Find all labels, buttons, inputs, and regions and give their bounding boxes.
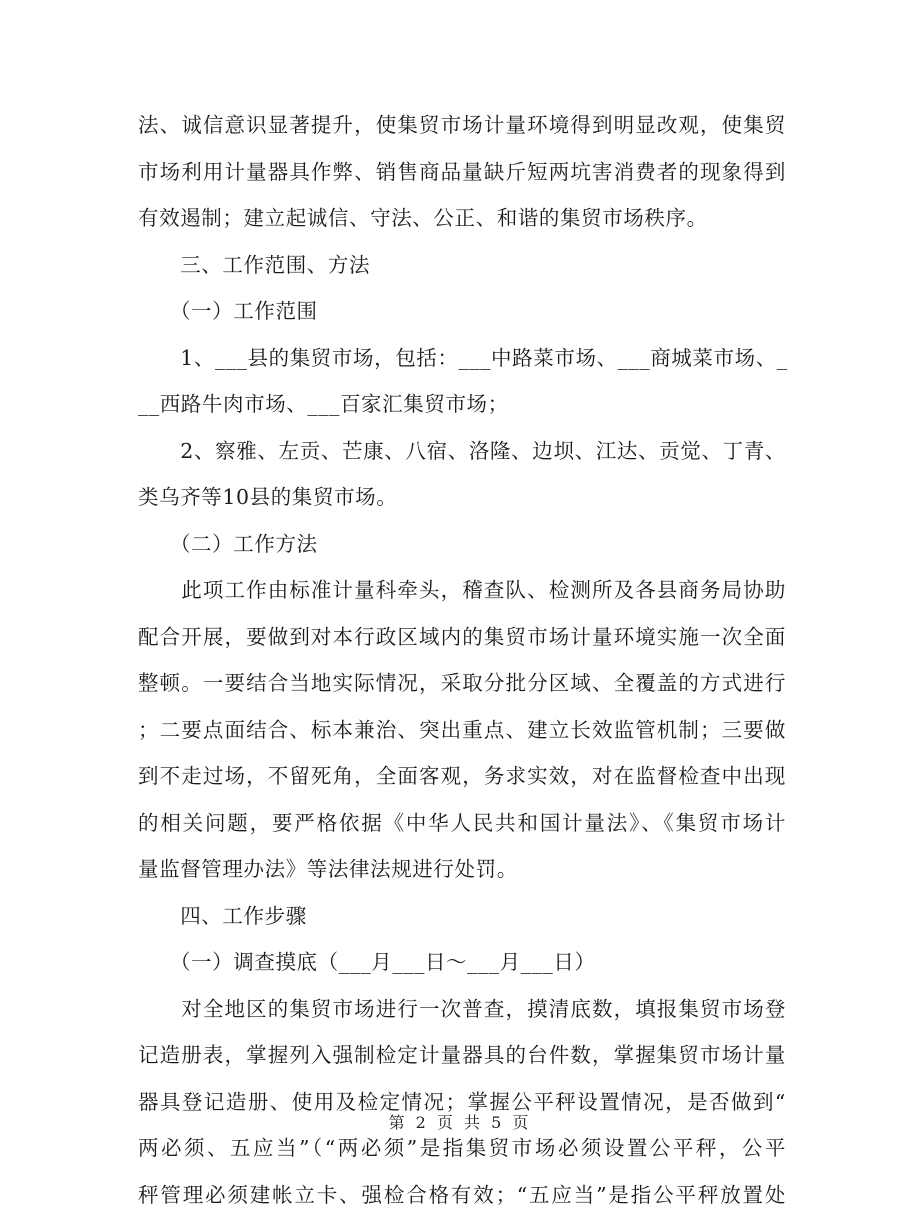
section-heading: 三、工作范围、方法	[138, 242, 786, 289]
text-line: 法、诚信意识显著提升，使集贸市场计量环境得到明显改观，使集贸	[138, 102, 786, 149]
text-line: 两必须、五应当”（“两必须”是指集贸市场必须设置公平秤，公平	[138, 1125, 786, 1172]
text-line: 秤管理必须建帐立卡、强检合格有效；“五应当”是指公平秤放置处	[138, 1172, 786, 1218]
text-line: 到不走过场，不留死角，全面客观，务求实效，对在监督检查中出现	[138, 753, 786, 800]
text-line: 记造册表，掌握列入强制检定计量器具的台件数，掌握集贸市场计量	[138, 1032, 786, 1079]
text-line: 市场利用计量器具作弊、销售商品量缺斤短两坑害消费者的现象得到	[138, 149, 786, 196]
text-line: 对全地区的集贸市场进行一次普查，摸清底数，填报集贸市场登	[138, 986, 786, 1033]
text-line: 有效遏制；建立起诚信、守法、公正、和谐的集贸市场秩序。	[138, 195, 786, 242]
text-line: 量监督管理办法》等法律法规进行处罚。	[138, 846, 786, 893]
text-line: 配合开展，要做到对本行政区域内的集贸市场计量环境实施一次全面	[138, 614, 786, 661]
subsection-heading: （二）工作方法	[138, 521, 786, 568]
text-line: 类乌齐等10县的集贸市场。	[138, 474, 786, 521]
text-line: 的相关问题，要严格依据《中华人民共和国计量法》、《集贸市场计	[138, 800, 786, 847]
text-line: __西路牛肉市场、___百家汇集贸市场；	[138, 381, 786, 428]
subsection-heading: （一）工作范围	[138, 288, 786, 335]
text-line: 2、察雅、左贡、芒康、八宿、洛隆、边坝、江达、贡觉、丁青、	[138, 428, 786, 475]
text-line: 1、___县的集贸市场，包括：___中路菜市场、___商城菜市场、_	[138, 335, 786, 382]
text-line: ；二要点面结合、标本兼治、突出重点、建立长效监管机制；三要做	[138, 707, 786, 754]
text-line: 整顿。一要结合当地实际情况，采取分批分区域、全覆盖的方式进行	[138, 660, 786, 707]
text-line: 器具登记造册、使用及检定情况；掌握公平秤设置情况，是否做到“	[138, 1079, 786, 1126]
page-number-footer: 第 2 页 共 5 页	[0, 1110, 920, 1133]
subsection-heading: （一）调查摸底（___月___日～___月___日）	[138, 939, 786, 986]
text-line: 此项工作由标准计量科牵头，稽查队、检测所及各县商务局协助	[138, 567, 786, 614]
section-heading: 四、工作步骤	[138, 893, 786, 940]
document-body	[138, 102, 786, 1218]
